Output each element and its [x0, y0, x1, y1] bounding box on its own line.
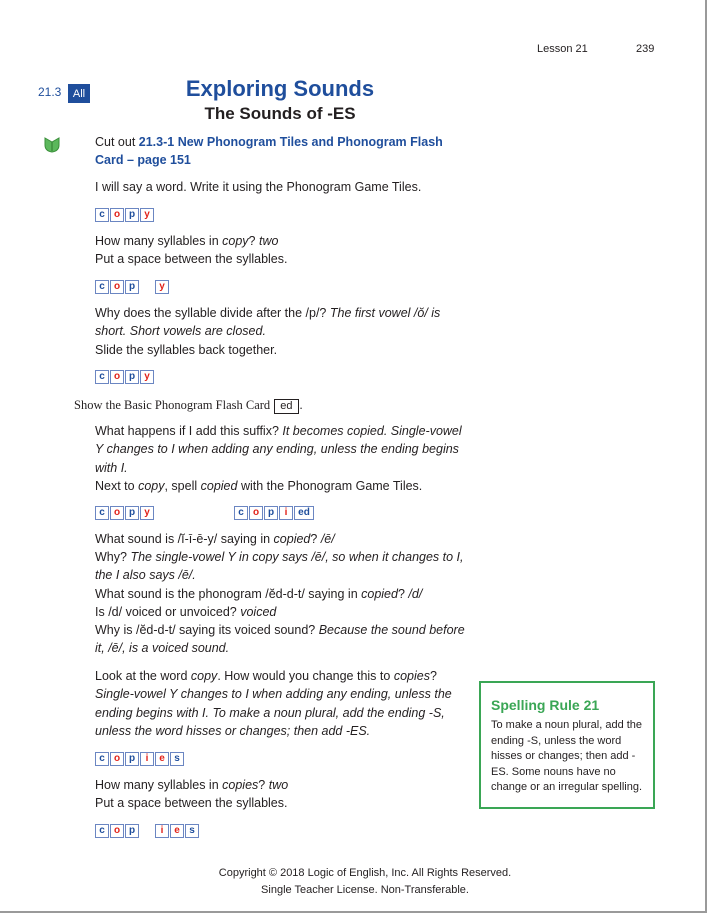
show-card-post: .	[299, 398, 303, 412]
look-sep: ?	[429, 669, 437, 683]
phonogram-tile: c	[95, 506, 109, 520]
what-sound-sep: ?	[310, 532, 321, 546]
voiced-q: Is /d/ voiced or unvoiced?	[95, 605, 241, 619]
what-sound-word: copied	[273, 532, 311, 546]
next-to-pre: Next to	[95, 479, 139, 493]
phonogram-tile: p	[264, 506, 278, 520]
what-happens-question: What happens if I add this suffix?	[95, 424, 283, 438]
question-syllables	[95, 232, 467, 250]
phonogram-tile: y	[140, 506, 154, 520]
q-word: copy	[222, 234, 249, 248]
phonogram-tile: c	[95, 752, 109, 766]
look-word1: copy	[190, 669, 218, 683]
tiles-row-2b	[155, 280, 170, 294]
phonogram-answer: /d/	[408, 587, 423, 601]
tiles-row-6a	[95, 824, 140, 838]
phonogram-tile: o	[249, 506, 263, 520]
cutout-reference: 21.3-1 New Phonogram Tiles and Phonogram Flash Card – page 151	[95, 135, 443, 168]
what-sound-answer: /ē/	[320, 532, 335, 546]
phonogram-tile: o	[110, 280, 124, 294]
copyright-line: Copyright © 2018 Logic of English, Inc. All Rights Reserved.	[218, 867, 512, 879]
tiles-row-2a	[95, 280, 140, 294]
phonogram-tile: c	[95, 370, 109, 384]
voiced-answer: voiced	[240, 605, 277, 619]
show-card-pre: Show the Basic Phonogram Flash Card	[74, 398, 274, 412]
show-card-instruction	[74, 396, 474, 414]
why-divide	[95, 304, 467, 341]
phonogram-tile: y	[140, 370, 154, 384]
next-to	[95, 477, 467, 495]
q-pre: How many syllables in	[95, 234, 223, 248]
phonogram-tile: p	[125, 208, 139, 222]
cutout-instruction	[95, 133, 467, 170]
next-to-mid: , spell	[164, 479, 201, 493]
phonogram-tile: c	[95, 208, 109, 222]
look-pre: Look at the word	[95, 669, 191, 683]
phonogram-tile: ed	[294, 506, 314, 520]
phonogram-word: copied	[361, 587, 398, 601]
why-question: Why?	[95, 550, 131, 564]
spelling-rule-title: Spelling Rule 21	[491, 697, 600, 713]
phonogram-tile: o	[110, 208, 124, 222]
phonogram-pre: What sound is the phonogram /ĕd-d-t/ saying in	[95, 587, 362, 601]
phonogram-tile: e	[155, 752, 169, 766]
voiced-question	[95, 603, 467, 621]
q-sep: ?	[248, 234, 259, 248]
look-word2: copies	[393, 669, 430, 683]
q2-sep: ?	[258, 778, 269, 792]
phonogram-tile: o	[110, 370, 124, 384]
phonogram-tile: y	[140, 208, 154, 222]
put-space-instruction-2: Put a space between the syllables.	[95, 796, 288, 810]
phonogram-tile: s	[170, 752, 184, 766]
phonogram-tile: c	[234, 506, 248, 520]
phonogram-tile: o	[110, 824, 124, 838]
slide-back: Slide the syllables back together.	[95, 343, 278, 357]
why-voiced-answer: Because the sound before it, /ē/, is a voiced sound.	[95, 623, 465, 656]
phonogram-sound	[95, 585, 467, 603]
tiles-row-1	[95, 208, 155, 222]
why	[95, 548, 467, 585]
phonogram-tile: e	[170, 824, 184, 838]
cutout-pre: Cut out	[95, 135, 139, 149]
tiles-row-3	[95, 370, 155, 384]
phonogram-tile: c	[95, 280, 109, 294]
next-to-word2: copied	[200, 479, 238, 493]
tiles-row-6b	[155, 824, 200, 838]
phonogram-tile: p	[125, 824, 139, 838]
tiles-row-5	[95, 752, 185, 766]
phonogram-tile: p	[125, 280, 139, 294]
next-to-word1: copy	[138, 479, 165, 493]
tiles-row-4b	[234, 506, 315, 520]
section-number: 21.3	[38, 85, 62, 99]
why-answer: The single-vowel Y in copy says /ē/, so when it changes to I, the I also says /ē/.	[95, 550, 464, 583]
phonogram-sep: ?	[397, 587, 409, 601]
phonogram-tile: s	[185, 824, 199, 838]
q-answer: two	[258, 234, 279, 248]
question-syllables-2	[95, 776, 467, 794]
q2-word: copies	[222, 778, 259, 792]
look-word	[95, 667, 467, 740]
look-answer: Single-vowel Y changes to I when adding any ending, unless the ending begins with I. To make a noun plural, add the ending -S, unless the word hisses or changes; then add -ES.	[95, 687, 452, 738]
phonogram-tile: p	[125, 752, 139, 766]
lesson-label: Lesson 21	[537, 43, 588, 55]
tiles-row-4a	[95, 506, 155, 520]
spelling-rule-box	[479, 681, 655, 809]
phonogram-tile: i	[279, 506, 293, 520]
put-space-instruction: Put a space between the syllables.	[95, 252, 288, 266]
spelling-rule-text: To make a noun plural, add the ending -S, unless the word hisses or changes; then add -ES. Some nouns have no change or an irregular spelling.	[491, 719, 643, 793]
say-word: I will say a word. Write it using the Phonogram Game Tiles.	[95, 180, 422, 194]
green-leaf-icon	[43, 135, 61, 153]
phonogram-tile: i	[155, 824, 169, 838]
phonogram-tile: c	[95, 824, 109, 838]
what-sound	[95, 530, 467, 548]
phonogram-tile: p	[125, 506, 139, 520]
q2-pre: How many syllables in	[95, 778, 223, 792]
q2-answer: two	[268, 778, 289, 792]
next-to-post: with the Phonogram Game Tiles.	[237, 479, 423, 493]
phonogram-tile: y	[155, 280, 169, 294]
ed-flash-card: ed	[274, 399, 298, 414]
why-voiced-q: Why is /ĕd-d-t/ saying its voiced sound?	[95, 623, 319, 637]
page-subtitle: The Sounds of -ES	[204, 104, 356, 123]
what-happens-answer: It becomes copied. Single-vowel Y changes to I when adding any ending, unless the ending begins with I.	[95, 424, 462, 475]
look-mid: . How would you change this to	[217, 669, 394, 683]
phonogram-tile: i	[140, 752, 154, 766]
license-line: Single Teacher License. Non-Transferable.	[261, 884, 469, 896]
what-happens	[95, 422, 467, 477]
all-badge: All	[68, 84, 90, 103]
phonogram-tile: o	[110, 506, 124, 520]
why-divide-question: Why does the syllable divide after the /p/?	[95, 306, 330, 320]
phonogram-tile: p	[125, 370, 139, 384]
phonogram-tile: o	[110, 752, 124, 766]
why-divide-answer: The first vowel /ŏ/ is short. Short vowels are closed.	[95, 306, 441, 339]
what-sound-pre: What sound is /ĭ-ī-ē-y/ saying in	[95, 532, 274, 546]
why-voiced	[95, 621, 467, 658]
page-title: Exploring Sounds	[185, 76, 375, 101]
page-number: 239	[636, 43, 655, 55]
